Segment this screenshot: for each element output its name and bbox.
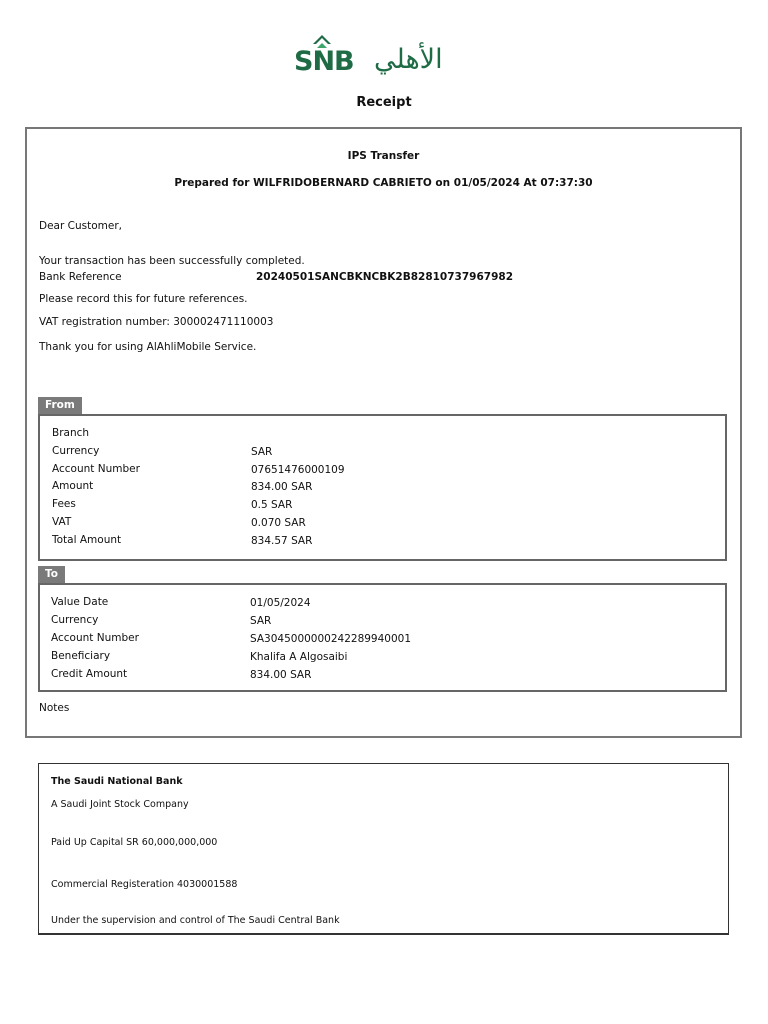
snb-logo bbox=[294, 32, 464, 78]
footer-bank-name: The Saudi National Bank bbox=[51, 776, 183, 787]
to-row-label: Account Number bbox=[51, 632, 139, 644]
success-message: Your transaction has been successfully completed. bbox=[39, 255, 305, 267]
footer-box bbox=[38, 763, 729, 935]
from-section bbox=[38, 414, 727, 561]
thank-you: Thank you for using AlAhliMobile Service. bbox=[39, 341, 257, 353]
from-row-label: Currency bbox=[52, 444, 100, 457]
to-row-value: SAR bbox=[250, 615, 272, 627]
logo-arabic: الأهلي bbox=[374, 44, 443, 75]
from-row-label: Total Amount bbox=[52, 533, 122, 546]
to-row-label: Currency bbox=[51, 614, 99, 626]
to-row-value: Khalifa A Algosaibi bbox=[250, 651, 348, 663]
from-row-label: Account Number bbox=[52, 462, 140, 475]
record-note: Please record this for future references. bbox=[39, 293, 248, 305]
notes-label: Notes bbox=[39, 702, 70, 714]
from-row-label: Branch bbox=[52, 427, 90, 439]
page-title: Receipt bbox=[356, 95, 412, 110]
from-row-value: 0.5 SAR bbox=[251, 499, 293, 512]
to-row-label: Beneficiary bbox=[51, 650, 111, 662]
transfer-type: IPS Transfer bbox=[347, 150, 420, 162]
from-row-value: 07651476000109 bbox=[251, 463, 345, 476]
bank-reference-label: Bank Reference bbox=[39, 271, 122, 283]
to-row-value: 834.00 SAR bbox=[250, 669, 312, 681]
from-row-label: VAT bbox=[52, 516, 72, 528]
from-row-value: SAR bbox=[251, 445, 273, 458]
footer-registration: Commercial Registeration 4030001588 bbox=[51, 879, 238, 890]
footer-capital: Paid Up Capital SR 60,000,000,000 bbox=[51, 837, 218, 848]
bank-reference-value: 20240501SANCBKNCBK2B82810737967982 bbox=[256, 271, 513, 283]
footer-supervision: Under the supervision and control of The Saudi Central Bank bbox=[51, 915, 340, 926]
from-row-label: Amount bbox=[52, 480, 94, 493]
logo-text: SNB bbox=[294, 46, 354, 77]
vat-registration: VAT registration number: 300002471110003 bbox=[39, 316, 274, 328]
from-row-value: 834.57 SAR bbox=[251, 534, 313, 547]
footer-company-type: A Saudi Joint Stock Company bbox=[51, 799, 189, 810]
to-tab: To bbox=[38, 566, 65, 583]
to-row-label: Value Date bbox=[51, 596, 109, 608]
to-row-label: Credit Amount bbox=[51, 668, 128, 680]
from-tab: From bbox=[38, 397, 82, 414]
to-row-value: 01/05/2024 bbox=[250, 597, 311, 609]
from-row-label: Fees bbox=[52, 498, 76, 511]
greeting: Dear Customer, bbox=[39, 220, 122, 232]
prepared-for: Prepared for WILFRIDOBERNARD CABRIETO on 01/05/2024 At 07:37:30 bbox=[174, 177, 593, 189]
to-row-value: SA3045000000242289940001 bbox=[250, 633, 412, 645]
from-row-value: 0.070 SAR bbox=[251, 517, 306, 529]
from-row-value: 834.00 SAR bbox=[251, 481, 313, 494]
